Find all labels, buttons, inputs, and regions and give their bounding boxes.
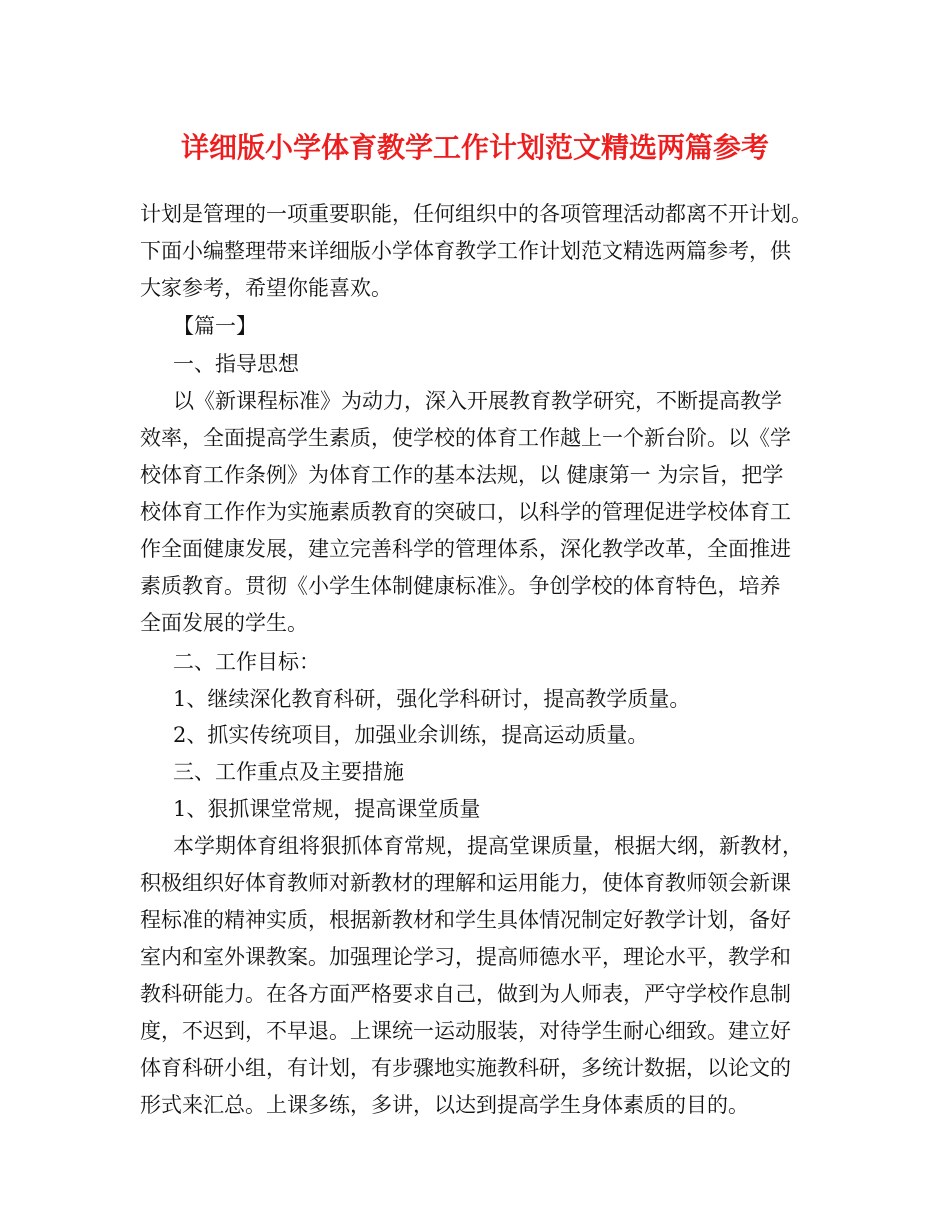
paragraph-line: 体育科研小组，有计划，有步骤地实施教科研，多统计数据，以论文的 — [140, 1056, 791, 1080]
paragraph-line: 效率，全面提高学生素质，使学校的体育工作越上一个新台阶。以《学 — [140, 426, 791, 450]
paragraph-line: 程标准的精神实质，根据新教材和学生具体情况制定好教学计划，备好 — [140, 908, 791, 932]
paragraph-line: 积极组织好体育教师对新教材的理解和运用能力，使体育教师领会新课 — [140, 871, 791, 895]
paragraph-line: 本学期体育组将狠抓体育常规，提高堂课质量，根据大纲，新教材， — [173, 834, 803, 858]
paragraph-line: 度，不迟到，不早退。上课统一运动服装，对待学生耐心细致。建立好 — [140, 1019, 791, 1043]
list-item: 2、抓实传统项目，加强业余训练，提高运动质量。 — [173, 723, 649, 747]
section-heading: 【篇一】 — [173, 314, 257, 338]
section-heading: 三、工作重点及主要措施 — [173, 760, 404, 784]
paragraph-line: 素质教育。贯彻《小学生体制健康标准》。争创学校的体育特色，培养 — [140, 574, 781, 598]
paragraph-line: 校体育工作作为实施素质教育的突破口，以科学的管理促进学校体育工 — [140, 500, 791, 524]
paragraph-line: 大家参考，希望你能喜欢。 — [140, 276, 392, 300]
paragraph-line: 形式来汇总。上课多练，多讲，以达到提高学生身体素质的目的。 — [140, 1093, 749, 1117]
paragraph-line: 教科研能力。在各方面严格要求自己，做到为人师表，严守学校作息制 — [140, 982, 791, 1006]
paragraph-line: 以《新课程标准》为动力，深入开展教育教学研究，不断提高教学 — [173, 389, 782, 413]
list-item: 1、继续深化教育科研，强化学科研讨，提高教学质量。 — [173, 687, 691, 711]
sub-heading: 1、狠抓课堂常规，提高课堂质量 — [173, 797, 481, 821]
paragraph-line: 校体育工作条例》为体育工作的基本法规，以 健康第一 为宗旨，把学 — [140, 463, 784, 487]
paragraph-line: 作全面健康发展，建立完善科学的管理体系，深化教学改革，全面推进 — [140, 537, 791, 561]
paragraph-line: 室内和室外课教案。加强理论学习，提高师德水平，理论水平，教学和 — [140, 945, 791, 969]
paragraph-line: 计划是管理的一项重要职能，任何组织中的各项管理活动都离不开计划。 — [140, 202, 812, 226]
paragraph-line: 全面发展的学生。 — [140, 611, 308, 635]
paragraph-line: 下面小编整理带来详细版小学体育教学工作计划范文精选两篇参考，供 — [140, 239, 791, 263]
section-heading: 二、工作目标： — [173, 650, 320, 674]
section-heading: 一、指导思想 — [173, 352, 299, 376]
document-title: 详细版小学体育教学工作计划范文精选两篇参考 — [180, 131, 769, 164]
